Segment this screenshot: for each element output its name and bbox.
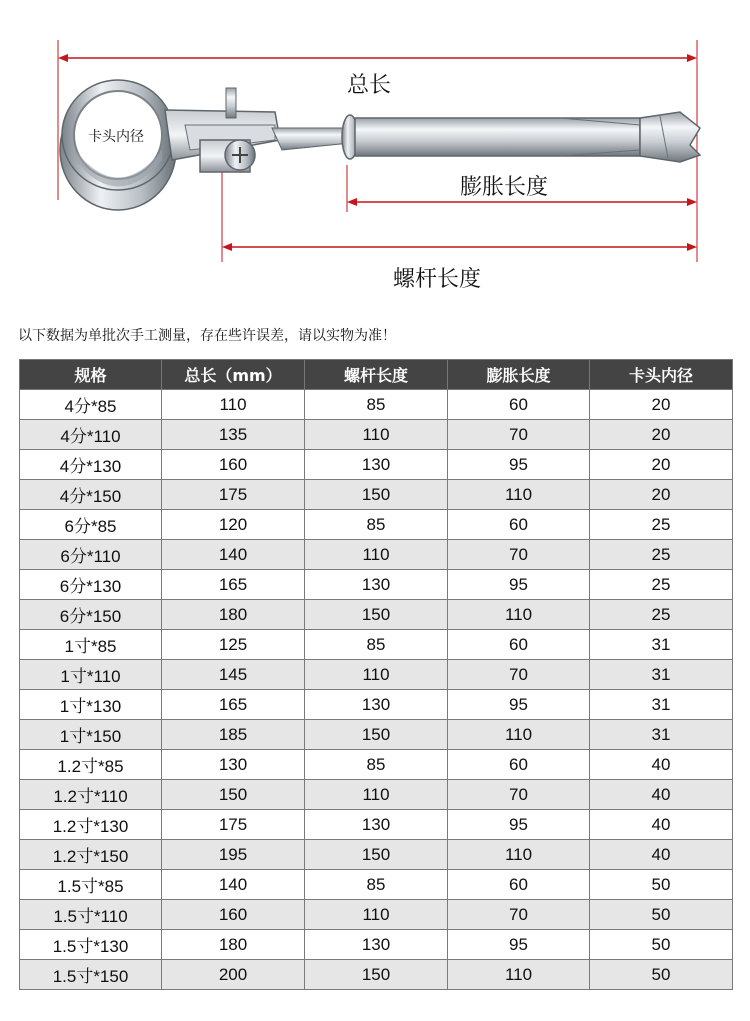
cell-screw-length: 130 [305, 930, 448, 960]
cell-spec: 4分*130 [20, 450, 162, 480]
cell-clamp-inner-diameter: 31 [590, 660, 733, 690]
cell-total-length: 110 [162, 390, 305, 420]
table-row [20, 840, 733, 870]
table-row [20, 510, 733, 540]
table-row [20, 630, 733, 660]
cell-spec: 6分*150 [20, 600, 162, 630]
cell-screw-length: 85 [305, 750, 448, 780]
cell-spec: 4分*150 [20, 480, 162, 510]
cell-expansion-length: 60 [448, 390, 590, 420]
cell-expansion-length: 110 [448, 480, 590, 510]
cell-clamp-inner-diameter: 20 [590, 480, 733, 510]
cell-clamp-inner-diameter: 40 [590, 780, 733, 810]
cell-screw-length: 150 [305, 840, 448, 870]
table-row [20, 960, 733, 990]
cell-spec: 1.2寸*150 [20, 840, 162, 870]
cell-clamp-inner-diameter: 40 [590, 840, 733, 870]
cell-clamp-inner-diameter: 50 [590, 960, 733, 990]
cell-clamp-inner-diameter: 31 [590, 720, 733, 750]
measurement-note: 以下数据为单批次手工测量，存在些许误差，请以实物为准！ [18, 328, 396, 344]
cell-clamp-inner-diameter: 25 [590, 540, 733, 570]
screw-length-label: 螺杆长度 [393, 267, 482, 292]
cell-expansion-length: 110 [448, 600, 590, 630]
cell-total-length: 160 [162, 900, 305, 930]
screw-head [225, 140, 255, 170]
table-row [20, 750, 733, 780]
cell-total-length: 145 [162, 660, 305, 690]
cell-expansion-length: 110 [448, 840, 590, 870]
spec-table [19, 359, 733, 990]
table-row [20, 930, 733, 960]
cell-clamp-inner-diameter: 25 [590, 600, 733, 630]
cell-screw-length: 150 [305, 480, 448, 510]
cell-clamp-inner-diameter: 31 [590, 690, 733, 720]
cell-spec: 1.5寸*85 [20, 870, 162, 900]
clamp-inner-diameter-label: 卡头内径 [86, 126, 146, 146]
cell-screw-length: 110 [305, 540, 448, 570]
header-expansion-length: 膨胀长度 [448, 360, 590, 390]
cell-clamp-inner-diameter: 31 [590, 630, 733, 660]
cell-spec: 1.5寸*150 [20, 960, 162, 990]
cell-expansion-length: 95 [448, 690, 590, 720]
cell-screw-length: 85 [305, 390, 448, 420]
cell-screw-length: 130 [305, 690, 448, 720]
table-header-row [20, 360, 733, 390]
cell-total-length: 135 [162, 420, 305, 450]
table-row [20, 780, 733, 810]
cell-total-length: 180 [162, 930, 305, 960]
table-body [20, 390, 733, 990]
cell-total-length: 175 [162, 810, 305, 840]
cell-expansion-length: 70 [448, 780, 590, 810]
cell-expansion-length: 60 [448, 510, 590, 540]
cell-total-length: 120 [162, 510, 305, 540]
cell-clamp-inner-diameter: 20 [590, 390, 733, 420]
cell-expansion-length: 70 [448, 660, 590, 690]
cell-total-length: 130 [162, 750, 305, 780]
cell-total-length: 180 [162, 600, 305, 630]
cell-spec: 6分*85 [20, 510, 162, 540]
pipe-clamp-anchor-illustration [0, 0, 750, 320]
cell-screw-length: 130 [305, 570, 448, 600]
cell-expansion-length: 110 [448, 960, 590, 990]
cell-spec: 6分*110 [20, 540, 162, 570]
cell-spec: 4分*110 [20, 420, 162, 450]
cell-total-length: 140 [162, 540, 305, 570]
cell-total-length: 185 [162, 720, 305, 750]
cell-screw-length: 85 [305, 510, 448, 540]
cell-spec: 1寸*130 [20, 690, 162, 720]
cell-total-length: 165 [162, 690, 305, 720]
cell-total-length: 125 [162, 630, 305, 660]
table-row [20, 720, 733, 750]
cell-screw-length: 110 [305, 780, 448, 810]
cell-spec: 1.2寸*110 [20, 780, 162, 810]
cell-spec: 1寸*110 [20, 660, 162, 690]
table-row [20, 420, 733, 450]
table-row [20, 690, 733, 720]
cell-spec: 1.5寸*110 [20, 900, 162, 930]
cell-expansion-length: 95 [448, 810, 590, 840]
cell-clamp-inner-diameter: 25 [590, 570, 733, 600]
expansion-length-label: 膨胀长度 [460, 175, 549, 200]
cell-expansion-length: 60 [448, 870, 590, 900]
cell-clamp-inner-diameter: 25 [590, 510, 733, 540]
cell-total-length: 175 [162, 480, 305, 510]
header-spec: 规格 [20, 360, 162, 390]
clamp-plate [165, 88, 280, 172]
cell-screw-length: 85 [305, 870, 448, 900]
cell-clamp-inner-diameter: 20 [590, 420, 733, 450]
cell-screw-length: 110 [305, 420, 448, 450]
table-row [20, 600, 733, 630]
cell-spec: 1寸*85 [20, 630, 162, 660]
cell-expansion-length: 60 [448, 630, 590, 660]
product-diagram [0, 0, 750, 320]
header-total-length: 总长（mm） [162, 360, 305, 390]
cell-spec: 6分*130 [20, 570, 162, 600]
cell-spec: 1.5寸*130 [20, 930, 162, 960]
cell-clamp-inner-diameter: 20 [590, 450, 733, 480]
cell-expansion-length: 95 [448, 930, 590, 960]
cell-expansion-length: 70 [448, 900, 590, 930]
cell-expansion-length: 95 [448, 570, 590, 600]
table-row [20, 450, 733, 480]
cell-clamp-inner-diameter: 50 [590, 900, 733, 930]
table-row [20, 480, 733, 510]
cell-screw-length: 130 [305, 450, 448, 480]
cell-total-length: 140 [162, 870, 305, 900]
cell-expansion-length: 70 [448, 420, 590, 450]
cell-total-length: 200 [162, 960, 305, 990]
table-row [20, 660, 733, 690]
table-row [20, 390, 733, 420]
cell-clamp-inner-diameter: 50 [590, 930, 733, 960]
table-row [20, 540, 733, 570]
table-row [20, 570, 733, 600]
cell-spec: 4分*85 [20, 390, 162, 420]
table-row [20, 810, 733, 840]
cell-screw-length: 150 [305, 600, 448, 630]
table-row [20, 900, 733, 930]
cell-spec: 1寸*150 [20, 720, 162, 750]
cell-screw-length: 150 [305, 960, 448, 990]
header-clamp-inner-diameter: 卡头内径 [590, 360, 733, 390]
cell-screw-length: 85 [305, 630, 448, 660]
cell-expansion-length: 95 [448, 450, 590, 480]
cell-clamp-inner-diameter: 40 [590, 750, 733, 780]
expansion-sleeve [342, 112, 700, 162]
cell-total-length: 160 [162, 450, 305, 480]
cell-spec: 1.2寸*85 [20, 750, 162, 780]
threaded-rod [272, 128, 350, 150]
cell-screw-length: 130 [305, 810, 448, 840]
cell-screw-length: 110 [305, 660, 448, 690]
cell-total-length: 195 [162, 840, 305, 870]
header-screw-length: 螺杆长度 [305, 360, 448, 390]
table-row [20, 870, 733, 900]
total-length-label: 总长 [347, 73, 392, 98]
cell-screw-length: 110 [305, 900, 448, 930]
cell-total-length: 165 [162, 570, 305, 600]
cell-clamp-inner-diameter: 50 [590, 870, 733, 900]
cell-expansion-length: 110 [448, 720, 590, 750]
cell-expansion-length: 70 [448, 540, 590, 570]
cell-clamp-inner-diameter: 40 [590, 810, 733, 840]
cell-spec: 1.2寸*130 [20, 810, 162, 840]
cell-total-length: 150 [162, 780, 305, 810]
cell-expansion-length: 60 [448, 750, 590, 780]
cell-screw-length: 150 [305, 720, 448, 750]
